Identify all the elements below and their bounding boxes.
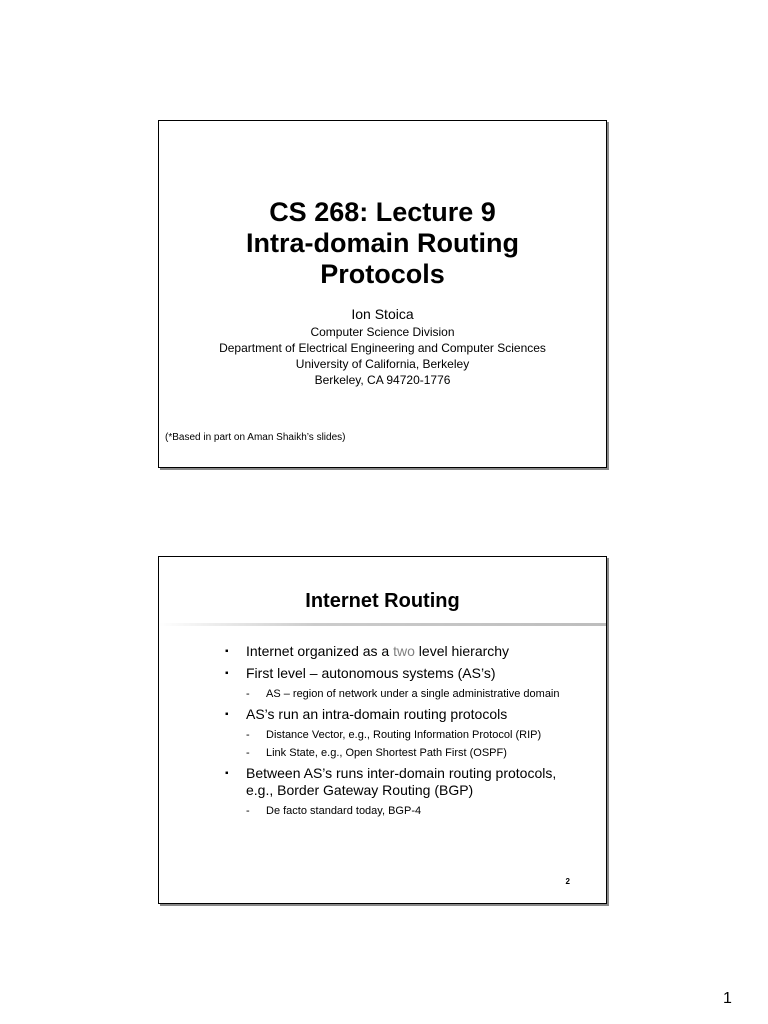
- title-line-1: CS 268: Lecture 9: [269, 197, 496, 227]
- highlight-text: two: [393, 643, 415, 659]
- bullet-item: [225, 665, 576, 682]
- footnote: (*Based in part on Aman Shaikh’s slides): [165, 432, 346, 443]
- bullet-square-icon: ▪: [225, 768, 229, 779]
- bullet-text-prefix: Internet organized as a: [246, 643, 394, 659]
- title-divider: [159, 623, 606, 626]
- sub-bullet-text: AS – region of network under a single administrative domain: [266, 688, 560, 700]
- affiliation-line: Computer Science Division: [310, 325, 455, 339]
- bullet-list: [225, 643, 576, 822]
- author-name: Ion Stoica: [351, 306, 414, 322]
- slide-1-title: [159, 197, 606, 290]
- bullet-item: [225, 765, 576, 799]
- bullet-item: [225, 643, 576, 660]
- bullet-text-suffix: level hierarchy: [414, 643, 510, 659]
- affiliation: [159, 324, 606, 388]
- title-line-2: Intra-domain Routing: [246, 228, 519, 258]
- bullet-square-icon: ▪: [225, 646, 229, 657]
- page-number: 1: [723, 990, 732, 1007]
- slide-number: 2: [565, 877, 570, 886]
- title-line-3: Protocols: [320, 259, 445, 289]
- affiliation-line: Department of Electrical Engineering and Computer Sciences: [219, 341, 546, 355]
- slide-2: [158, 556, 607, 904]
- sub-bullet-item: [246, 728, 576, 742]
- bullet-text: First level – autonomous systems (AS’s): [246, 665, 496, 681]
- sub-bullet-text: De facto standard today, BGP-4: [266, 805, 422, 817]
- bullet-square-icon: ▪: [225, 709, 229, 720]
- bullet-text: AS’s run an intra-domain routing protocols: [246, 706, 508, 722]
- sub-bullet-item: [246, 687, 576, 701]
- dash-icon: -: [246, 729, 250, 741]
- bullet-text: Between AS’s runs inter-domain routing protocols, e.g., Border Gateway Routing (BGP): [246, 765, 557, 798]
- slide-1: [158, 120, 607, 468]
- sub-bullet-text: Distance Vector, e.g., Routing Information Protocol (RIP): [266, 729, 542, 741]
- affiliation-line: Berkeley, CA 94720-1776: [314, 373, 451, 387]
- sub-bullet-item: [246, 804, 576, 818]
- bullet-item: [225, 706, 576, 723]
- sub-bullet-item: [246, 746, 576, 760]
- dash-icon: -: [246, 688, 250, 700]
- sub-bullet-text: Link State, e.g., Open Shortest Path First (OSPF): [266, 747, 507, 759]
- dash-icon: -: [246, 805, 250, 817]
- dash-icon: -: [246, 747, 250, 759]
- slide-2-title: Internet Routing: [305, 590, 460, 612]
- bullet-square-icon: ▪: [225, 668, 229, 679]
- affiliation-line: University of California, Berkeley: [295, 357, 470, 371]
